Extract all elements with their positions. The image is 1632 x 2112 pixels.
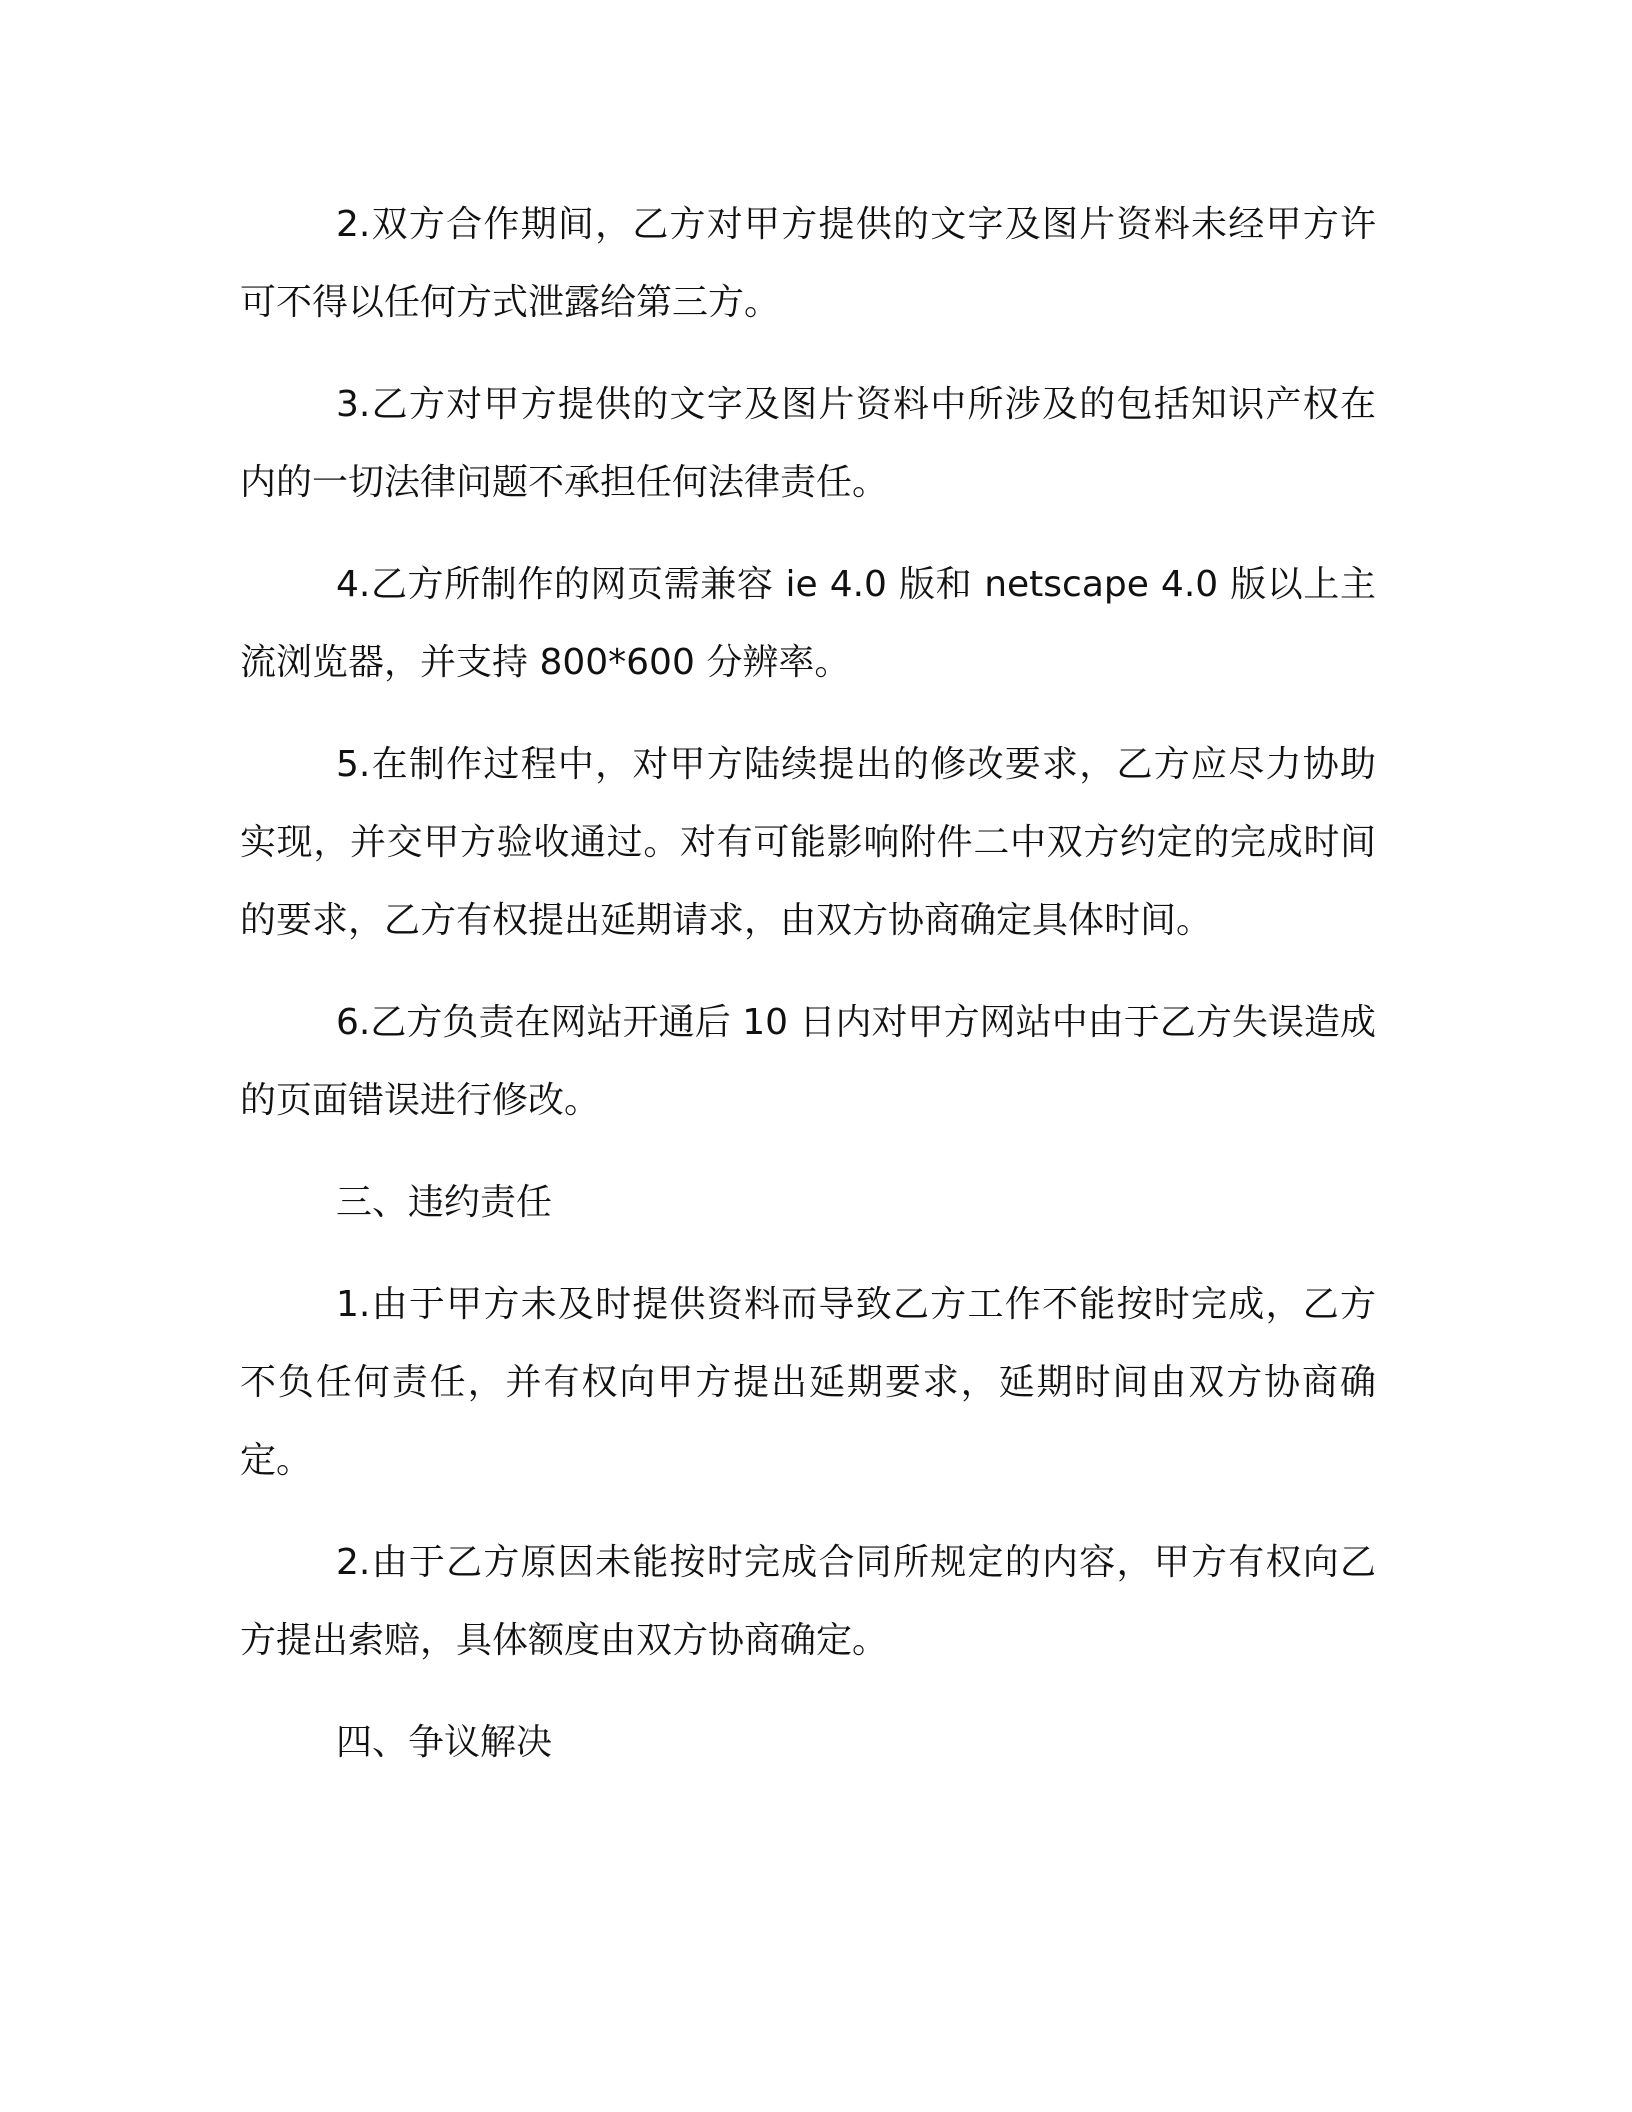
clause-5-revision-requests: 5.在制作过程中，对甲方陆续提出的修改要求，乙方应尽力协助实现，并交甲方验收通过。对有可能影响附件二中双方约定的完成时间的要求，乙方有权提出延期请求，由双方协商确定具体时间。: [240, 744, 1376, 941]
clause-6-error-correction: 6.乙方负责在网站开通后 10 日内对甲方网站中由于乙方失误造成的页面错误进行修改。: [240, 1002, 1376, 1121]
section-heading-dispute-resolution: 四、争议解决: [336, 1722, 553, 1763]
breach-clause-1: 1.由于甲方未及时提供资料而导致乙方工作不能按时完成，乙方不负任何责任，并有权向甲方提出延期要求，延期时间由双方协商确定。: [240, 1284, 1376, 1481]
section-heading-breach-liability: 三、违约责任: [336, 1182, 553, 1223]
clause-4-browser-compatibility: 4.乙方所制作的网页需兼容 ie 4.0 版和 netscape 4.0 版以上主流浏览器，并支持 800*600 分辨率。: [240, 564, 1376, 683]
clause-3-legal-liability: 3.乙方对甲方提供的文字及图片资料中所涉及的包括知识产权在内的一切法律问题不承担任何法律责任。: [240, 384, 1376, 503]
clause-2-confidentiality: 2.双方合作期间，乙方对甲方提供的文字及图片资料未经甲方许可不得以任何方式泄露给第三方。: [240, 204, 1376, 323]
breach-clause-2: 2.由于乙方原因未能按时完成合同所规定的内容，甲方有权向乙方提出索赔，具体额度由双方协商确定。: [240, 1542, 1376, 1661]
document-body: [240, 186, 1376, 1806]
